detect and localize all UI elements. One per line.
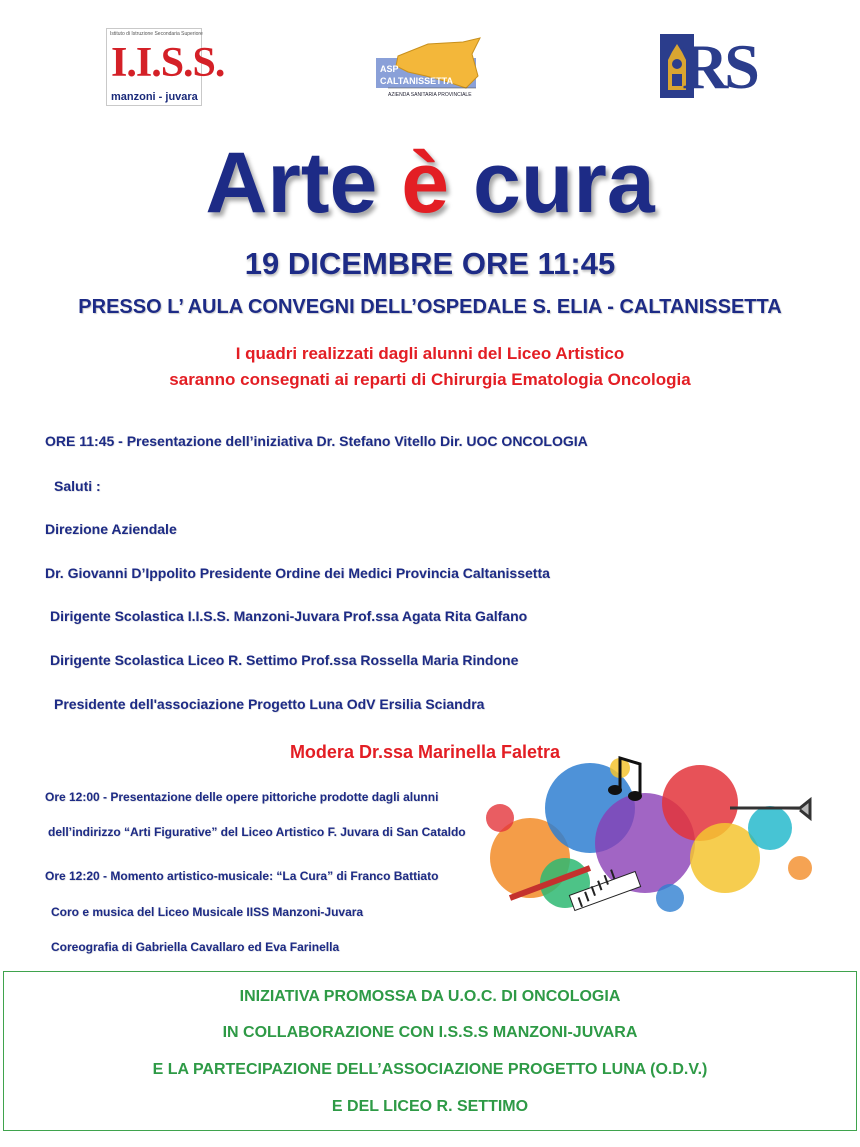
iiss-logo-bottom-text: manzoni - juvara xyxy=(111,91,198,103)
event-venue: PRESSO L’ AULA CONVEGNI DELL’OSPEDALE S. ELIA - CALTANISSETTA xyxy=(78,296,782,318)
asp-logo xyxy=(368,36,482,102)
intro-line-2: saranno consegnati ai reparti di Chirurgia Ematologia Oncologia xyxy=(169,370,691,389)
program-speaker-1: Dr. Giovanni D’Ippolito Presidente Ordine dei Medici Provincia Caltanissetta xyxy=(45,565,550,581)
title-part2: cura xyxy=(449,135,655,231)
promoters-line-2: IN COLLABORAZIONE CON I.S.S.S MANZONI-JUVARA xyxy=(222,1024,638,1041)
schedule-item-2-line-3: Coreografia di Gabriella Cavallaro ed Eva Farinella xyxy=(51,940,340,954)
iiss-logo-top-text: Istituto di Istruzione Secondaria Superiore xyxy=(110,31,203,37)
schedule-item-1-line-2: dell’indirizzo “Arti Figurative” del Liceo Artistico F. Juvara di San Cataldo xyxy=(48,825,466,839)
program-speaker-3: Dirigente Scolastica Liceo R. Settimo Prof.ssa Rossella Maria Rindone xyxy=(50,652,519,668)
schedule-item-1-line-1: Ore 12:00 - Presentazione delle opere pittoriche prodotte dagli alunni xyxy=(45,790,439,804)
intro-line-1: I quadri realizzati dagli alunni del Liceo Artistico xyxy=(235,344,625,363)
page-title xyxy=(0,128,860,238)
moderator-text: Modera Dr.ssa Marinella Faletra xyxy=(289,742,561,762)
promoters-line-4: E DEL LICEO R. SETTIMO xyxy=(331,1098,529,1115)
rs-logo xyxy=(658,30,764,102)
promoters-line-1: INIZIATIVA PROMOSSA DA U.O.C. DI ONCOLOGIA xyxy=(239,988,621,1005)
iiss-logo xyxy=(106,28,225,106)
asp-logo-line3: AZIENDA SANITARIA PROVINCIALE xyxy=(388,92,472,98)
rs-logo-letters: RS xyxy=(682,31,756,102)
event-date: 19 DICEMBRE ORE 11:45 xyxy=(244,246,616,281)
schedule-item-2-line-2: Coro e musica del Liceo Musicale IISS Manzoni-Juvara xyxy=(51,905,364,919)
promoters-line-3: E LA PARTECIPAZIONE DELL’ASSOCIAZIONE PROGETTO LUNA (O.D.V.) xyxy=(152,1061,708,1078)
promoters-box xyxy=(3,971,857,1131)
asp-logo-line1: ASP xyxy=(380,64,399,74)
program-direzione: Direzione Aziendale xyxy=(45,521,177,537)
asp-logo-line2: CALTANISSETTA xyxy=(380,76,453,86)
title-accent: è xyxy=(401,135,450,231)
schedule-item-2-line-1: Ore 12:20 - Momento artistico-musicale: “La Cura” di Franco Battiato xyxy=(45,869,439,883)
program-opening: ORE 11:45 - Presentazione dell’iniziativa Dr. Stefano Vitello Dir. UOC ONCOLOGIA xyxy=(45,433,588,449)
program-saluti: Saluti : xyxy=(54,478,101,494)
program-speaker-4: Presidente dell'associazione Progetto Luna OdV Ersilia Sciandra xyxy=(54,696,485,712)
program-speaker-2: Dirigente Scolastica I.I.S.S. Manzoni-Juvara Prof.ssa Agata Rita Galfano xyxy=(50,608,528,624)
art-music-splash-icon xyxy=(470,748,830,918)
title-part1: Arte xyxy=(205,135,402,231)
iiss-logo-main-text: I.I.S.S. xyxy=(111,40,225,86)
